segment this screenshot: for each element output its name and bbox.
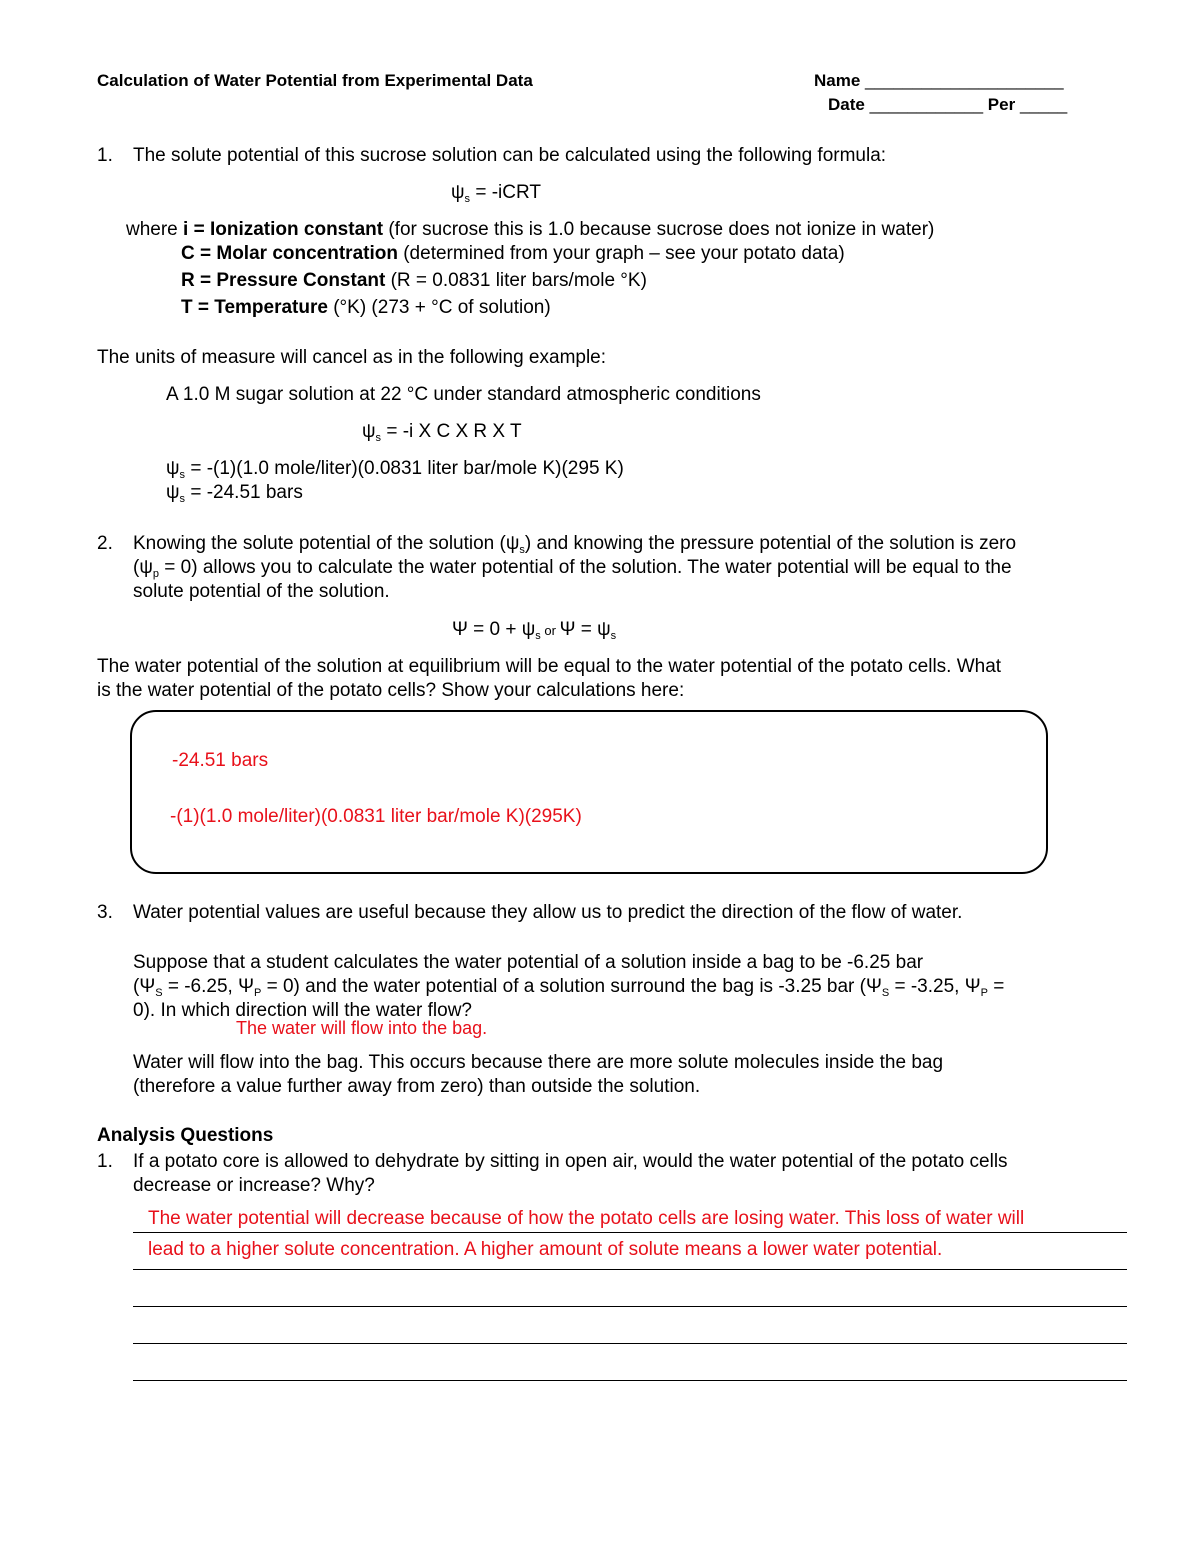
psi-subscript: P	[980, 987, 988, 999]
psi-subscript: P	[253, 987, 262, 999]
r-line	[181, 269, 647, 293]
answer-calculation: -(1)(1.0 mole/liter)(0.0831 liter bar/mole K)(295K)	[170, 806, 582, 827]
psi-subscript: S	[881, 987, 890, 999]
calculation-answer-box[interactable]	[130, 710, 1048, 874]
q1-formula	[451, 181, 541, 207]
q2-line2-text: (ψ	[133, 557, 153, 578]
q2-line2-text-rest: = 0) allows you to calculate the water potential of the solution. The water potential will be equal to the	[159, 557, 1012, 578]
where-prefix: where	[126, 219, 184, 240]
formula-rest: = -iCRT	[470, 182, 541, 203]
q3-p2-line2	[133, 975, 1004, 1001]
c-description: (determined from your graph – see your potato data)	[397, 243, 845, 264]
q2-line2	[133, 556, 1012, 582]
answer-result: -24.51 bars	[172, 750, 269, 771]
example-substitution	[166, 457, 624, 483]
t-definition: T = Temperature	[181, 297, 328, 318]
name-label: Name	[814, 71, 861, 90]
q2-line1-text: Knowing the solute potential of the solution (ψ	[133, 533, 520, 554]
date-label: Date	[828, 95, 865, 114]
text: (Ψ	[133, 976, 156, 997]
q2-equation	[452, 618, 616, 644]
name-blank: _____________________	[865, 71, 1064, 90]
psi-subscript: s	[464, 193, 471, 205]
q3-red-answer: The water will flow into the bag.	[236, 1018, 488, 1038]
date-blank: ____________	[869, 95, 984, 114]
q1-number: 1.	[97, 145, 113, 166]
q2-number: 2.	[97, 533, 113, 554]
analysis-answer-line2: lead to a higher solute concentration. A higher amount of solute means a lower water potential.	[148, 1239, 943, 1260]
analysis-heading: Analysis Questions	[97, 1125, 274, 1146]
r-definition: R = Pressure Constant	[181, 270, 386, 291]
name-field[interactable]	[814, 71, 1064, 91]
example-substitution-rest: = -(1)(1.0 mole/liter)(0.0831 liter bar/mole K)(295 K)	[185, 458, 624, 479]
psi-symbol: ψ	[166, 458, 180, 479]
answer-line[interactable]	[133, 1380, 1127, 1381]
i-definition: i = Ionization constant	[183, 219, 384, 240]
analysis-q1-number: 1.	[97, 1151, 113, 1172]
q1-text: The solute potential of this sucrose solution can be calculated using the following formula:	[133, 145, 887, 166]
example-line: A 1.0 M sugar solution at 22 °C under standard atmospheric conditions	[166, 384, 761, 405]
q3-p2-line3: 0). In which direction will the water flow?	[133, 1000, 472, 1021]
units-text: The units of measure will cancel as in the following example:	[97, 347, 607, 368]
psi-symbol: ψ	[362, 421, 376, 442]
q3-p3-line1: Water will flow into the bag. This occurs because there are more solute molecules inside the bag	[133, 1052, 944, 1073]
text: =	[987, 976, 1005, 997]
psi-subscript: s	[610, 630, 617, 642]
equation-part-b: Ψ = ψ	[559, 619, 611, 640]
q2-line1-text-rest: ) and knowing the pressure potential of the solution is zero	[524, 533, 1017, 554]
q2-line3: solute potential of the solution.	[133, 581, 390, 602]
q2-paragraph-line2: is the water potential of the potato cells? Show your calculations here:	[97, 680, 685, 701]
example-result	[166, 481, 303, 507]
answer-line[interactable]	[133, 1232, 1127, 1233]
c-line	[181, 242, 845, 266]
example-formula-rest: = -i X C X R X T	[381, 421, 522, 442]
t-description: (°K) (273 + °C of solution)	[327, 297, 551, 318]
psi-subscript: s	[535, 630, 541, 642]
per-blank: _____	[1019, 95, 1068, 114]
text: = -3.25, Ψ	[889, 976, 981, 997]
psi-subscript: s	[375, 432, 382, 444]
q3-p3-line2: (therefore a value further away from zero) than outside the solution.	[133, 1076, 701, 1097]
psi-symbol: ψ	[166, 482, 180, 503]
r-description: (R = 0.0831 liter bars/mole °K)	[385, 270, 647, 291]
q3-p2-line1: Suppose that a student calculates the water potential of a solution inside a bag to be -6.25 bar	[133, 952, 924, 973]
q3-number: 3.	[97, 902, 113, 923]
analysis-q1-line2: decrease or increase? Why?	[133, 1175, 375, 1196]
i-description: (for sucrose this is 1.0 because sucrose does not ionize in water)	[383, 219, 935, 240]
where-i-line	[126, 218, 934, 242]
psi-subscript: p	[152, 568, 159, 580]
equation-or: or	[540, 623, 560, 638]
example-result-rest: = -24.51 bars	[185, 482, 303, 503]
psi-subscript: s	[179, 493, 186, 505]
date-per-fields[interactable]	[828, 95, 1067, 115]
answer-line[interactable]	[133, 1306, 1127, 1307]
q2-paragraph-line1: The water potential of the solution at equilibrium will be equal to the water potential of the potato cells. What	[97, 656, 1002, 677]
psi-symbol: ψ	[451, 182, 465, 203]
analysis-answer-line1: The water potential will decrease because of how the potato cells are losing water. This loss of water will	[148, 1208, 1025, 1229]
per-label: Per	[987, 95, 1016, 114]
analysis-q1-line1: If a potato core is allowed to dehydrate by sitting in open air, would the water potential of the potato cells	[133, 1151, 1008, 1172]
answer-line[interactable]	[133, 1343, 1127, 1344]
example-formula	[362, 420, 522, 446]
equation-part-a: Ψ = 0 + ψ	[452, 619, 536, 640]
psi-subscript: S	[155, 987, 163, 999]
answer-line[interactable]	[133, 1269, 1127, 1270]
psi-subscript: s	[519, 544, 525, 556]
q3-line1: Water potential values are useful because they allow us to predict the direction of the flow of water.	[133, 902, 963, 923]
t-line	[181, 296, 551, 320]
c-definition: C = Molar concentration	[181, 243, 398, 264]
text: = 0) and the water potential of a solution surround the bag is -3.25 bar (Ψ	[261, 976, 882, 997]
psi-subscript: s	[179, 469, 186, 481]
page-title: Calculation of Water Potential from Experimental Data	[97, 71, 533, 90]
q2-line1	[133, 532, 1016, 558]
text: = -6.25, Ψ	[162, 976, 254, 997]
